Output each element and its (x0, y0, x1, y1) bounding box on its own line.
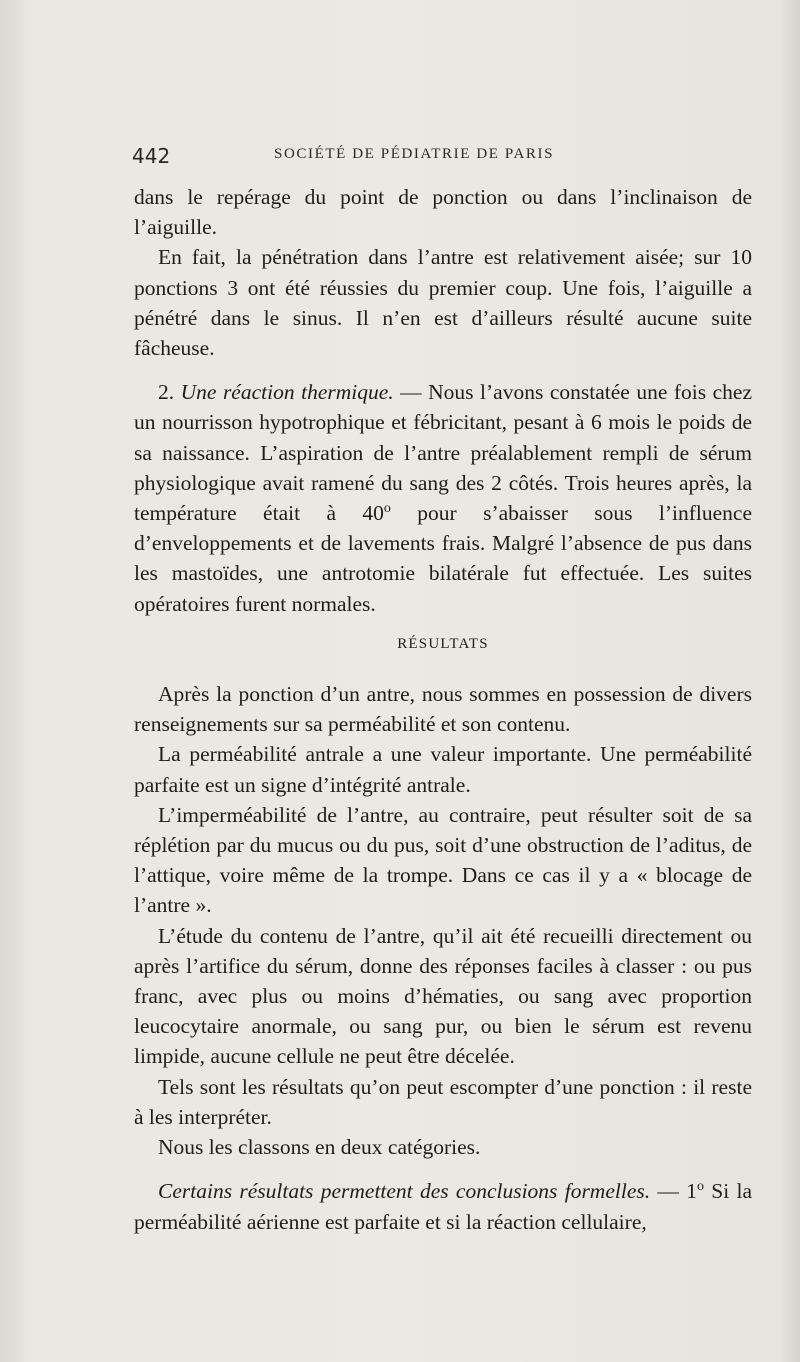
section-heading: RÉSULTATS (397, 635, 489, 652)
paragraph-4: Après la ponction d’un antre, nous sommes en possession de divers renseignements sur sa perméabilité et son contenu. (134, 682, 752, 737)
item-title: Une réaction thermique. (180, 380, 394, 405)
paragraph-5: La perméabilité antrale a une valeur importante. Une perméabilité parfaite est un signe d’intégrité antrale. (134, 742, 752, 797)
paragraph-2: En fait, la pénétration dans l’antre est relativement aisée; sur 10 ponctions 3 ont été réussies du premier coup. Une fois, l’aiguille a pénétré dans le sinus. Il n’en est d’ailleurs résulté aucune suite fâcheuse. (134, 245, 752, 361)
paragraph-10-text-a: — 1 (650, 1179, 697, 1204)
paragraph-3-text-a: — Nous l’avons constatée une fois chez un nourrisson hypotrophique et fébricitant, pesant à 6 mois le poids de sa naissance. L’aspiration de l’antre préalablement rempli de sérum physiologique avait ramené du sang des 2 côtés. Trois heures après, la température était à 40 (134, 380, 752, 526)
page-number: 442 (132, 144, 171, 168)
page-header (132, 140, 752, 170)
paragraph-8: Tels sont les résultats qu’on peut escompter d’une ponction : il reste à les interpréter. (134, 1074, 752, 1129)
paragraph-10 (134, 1176, 752, 1236)
paragraph-7: L’étude du contenu de l’antre, qu’il ait été recueilli directement ou après l’artifice du sérum, donne des réponses faciles à classer : ou pus franc, avec plus ou moins d’hématies, ou sang avec proportion leucocytaire anormale, ou sang pur, ou bien le sérum est revenu limpide, aucune cellule ne peut être décelée. (134, 923, 752, 1069)
paragraph-6: L’imperméabilité de l’antre, au contraire, peut résulter soit de sa réplétion par du mucus ou du pus, soit d’une obstruction de l’aditus, de l’attique, voire même de la trompe. Dans ce cas il y a « blocage de l’antre ». (134, 802, 752, 918)
category-title: Certains résultats permettent des conclusions formelles. (158, 1179, 651, 1204)
body-text (134, 182, 752, 1237)
paragraph-1: dans le repérage du point de ponction ou dans l’inclinaison de l’aiguille. (134, 185, 752, 240)
ordinal-mark: o (696, 1179, 704, 1195)
paragraph-10-text-b: Si la perméabilité aérienne est parfaite et si la réaction cellulaire, (134, 1179, 753, 1234)
paragraph-3 (134, 377, 752, 619)
running-title: SOCIÉTÉ DE PÉDIATRIE DE PARIS (274, 146, 555, 162)
paragraph-3-text-b: pour s’abaisser sous l’influence d’enveloppements et de lavements frais. Malgré l’absence de pus dans les mastoïdes, une antrotomie bilatérale fut effectuée. Les suites opératoires furent normales. (134, 501, 752, 616)
degree-mark: o (383, 500, 391, 516)
item-number: 2. (158, 380, 175, 405)
paragraph-9: Nous les classons en deux catégories. (158, 1135, 481, 1160)
